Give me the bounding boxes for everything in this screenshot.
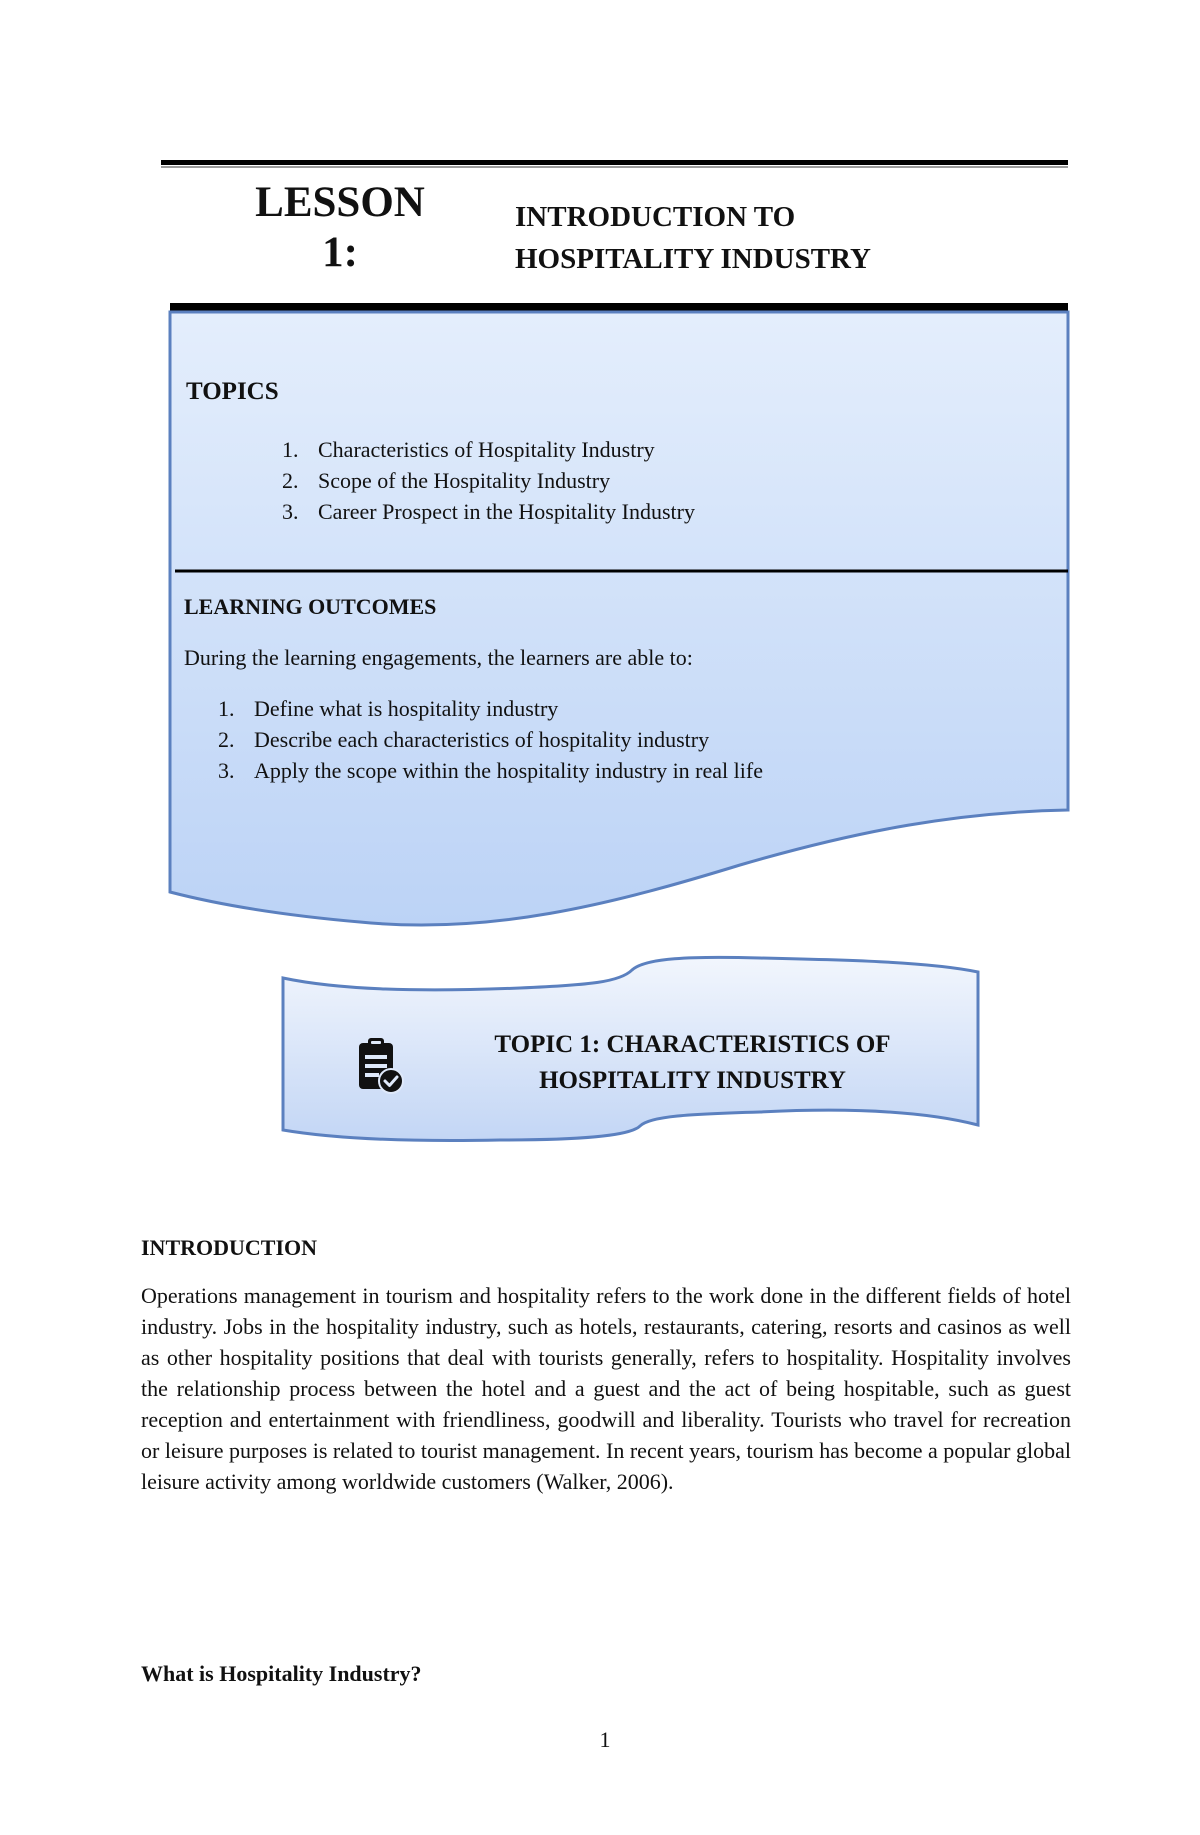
learning-outcomes-heading: LEARNING OUTCOMES: [184, 594, 437, 619]
learning-outcomes-intro: During the learning engagements, the learners are able to:: [184, 645, 693, 670]
outcome-item: 1. Define what is hospitality industry: [218, 696, 559, 721]
outcome-item: 2. Describe each characteristics of hospitality industry: [218, 727, 710, 752]
outcome-item: 3. Apply the scope within the hospitality industry in real life: [218, 758, 763, 783]
clipboard-check-icon: [356, 1035, 404, 1095]
lesson-number: LESSON 1:: [255, 179, 425, 276]
topic-item: 2. Scope of the Hospitality Industry: [282, 468, 611, 493]
introduction-body: Operations management in tourism and hospitality refers to the work done in the different fields of hotel industry. Jobs in the hospitality industry, such as hotels, restaurants, catering, resorts and casinos as well as other hospitality positions that deal with tourists generally, refers to hospitality. Hospitality involves the relationship process between the hotel and a guest and the act of being hospitable, such as guest reception and entertainment with friendliness, goodwill and liberality. Tourists who travel for recreation or leisure purposes is related to tourist management. In recent years, tourism has become a popular global leisure activity among worldwide customers (Walker, 2006).: [141, 1283, 1071, 1494]
topic-banner-title: TOPIC 1: CHARACTERISTICS OF HOSPITALITY INDUSTRY: [494, 1031, 891, 1094]
topics-list: [282, 434, 695, 527]
lesson-title: INTRODUCTION TO HOSPITALITY INDUSTRY: [515, 201, 871, 275]
introduction-heading: INTRODUCTION: [141, 1235, 318, 1260]
topic-item: 1. Characteristics of Hospitality Industry: [282, 437, 655, 462]
page-number: 1: [599, 1727, 611, 1752]
learning-outcomes-list: [218, 693, 763, 786]
section-heading: What is Hospitality Industry?: [141, 1661, 422, 1686]
topic-item: 3. Career Prospect in the Hospitality Industry: [282, 499, 695, 524]
topics-heading: TOPICS: [186, 378, 279, 405]
